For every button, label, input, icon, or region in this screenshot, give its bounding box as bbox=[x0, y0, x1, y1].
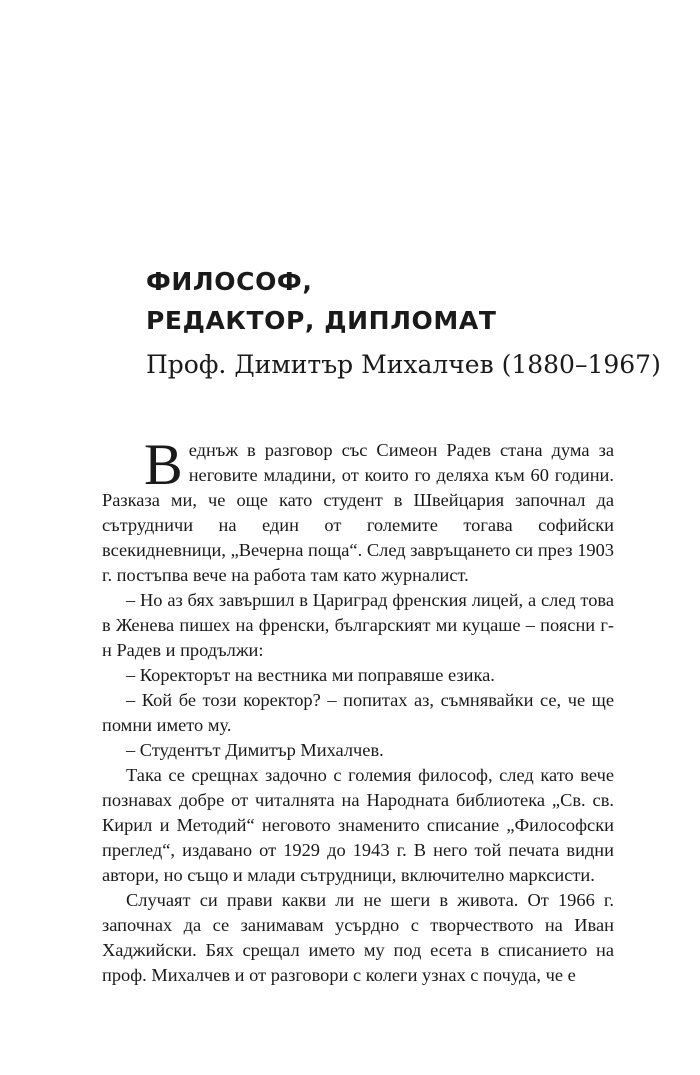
chapter-body bbox=[102, 432, 614, 988]
chapter-title-line-2: РЕДАКТОР, ДИПЛОМАТ bbox=[146, 306, 497, 335]
paragraph-3: – Коректорът на вестника ми поправяше езика. bbox=[126, 665, 495, 685]
paragraph-1-text: еднъж в разговор със Симеон Радев стана дума за неговите младини, от които го деляха към 60 години. Разказа ми, че още като студент в Швейцария започнал да сътрудничи на един от големите тогава софийски всекидневници, „Вечерна поща“. След завръщането си през 1903 г. постъпва вече на работа там като журналист. bbox=[102, 440, 614, 585]
chapter-subtitle: Проф. Димитър Михалчев (1880–1967) bbox=[146, 350, 661, 379]
chapter-heading bbox=[146, 262, 666, 382]
drop-cap: В bbox=[144, 432, 183, 497]
paragraph-6: Така се срещнах задочно с големия философ, след като вече познавах добре от читалнята на Народната библиотека „Св. св. Кирил и Методий“ неговото знаменито списание „Философски преглед“, издавано от 1929 до 1943 г. В него той печата видни автори, но също и млади сътрудници, включително марксисти. bbox=[102, 765, 614, 885]
paragraph-5: – Студентът Димитър Михалчев. bbox=[126, 740, 384, 760]
chapter-title-line-1: ФИЛОСОФ, bbox=[146, 267, 313, 296]
paragraph-1 bbox=[102, 432, 614, 588]
paragraph-7: Случаят си прави какви ли не шеги в живота. От 1966 г. започнах да се занимавам усърдно с творчеството на Иван Хаджийски. Бях срещал името му под есета в списанието на проф. Михалчев и от разговори с колеги узнах с почуда, че е bbox=[102, 890, 614, 985]
paragraph-4: – Кой бе този коректор? – попитах аз, съмнявайки се, че ще помни името му. bbox=[102, 690, 614, 735]
paragraph-2: – Но аз бях завършил в Цариград френския лицей, а след това в Женева пишех на френски, българският ми куцаше – поясни г-н Радев и продължи: bbox=[102, 590, 614, 660]
